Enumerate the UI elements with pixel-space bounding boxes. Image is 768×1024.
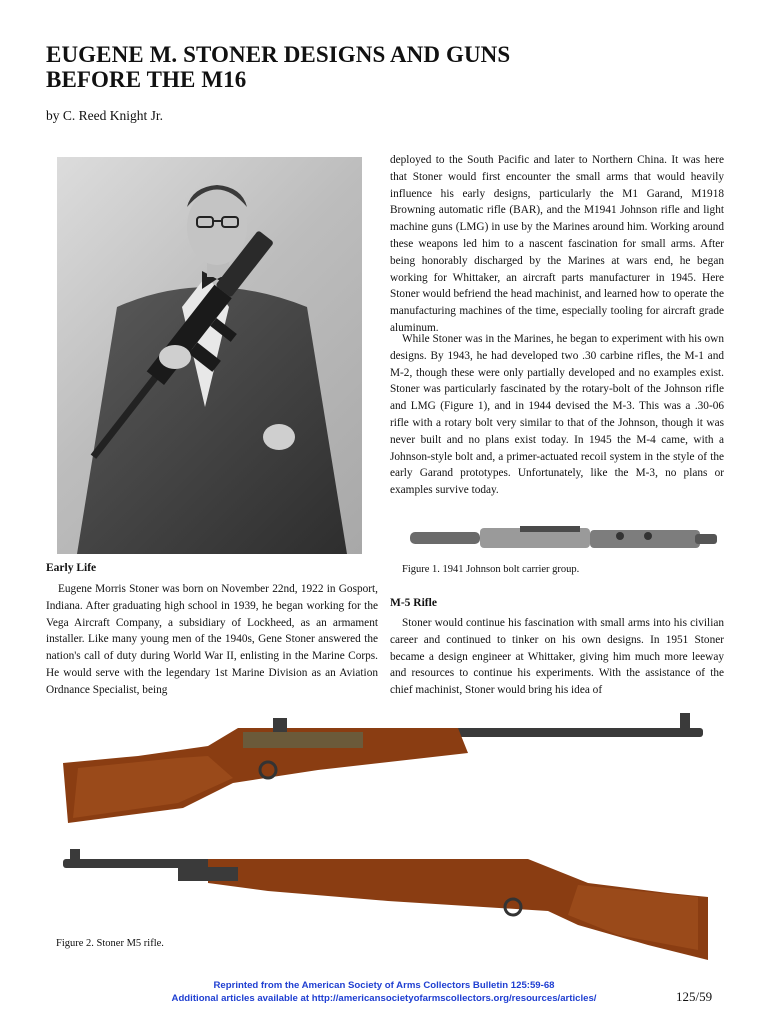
byline: by C. Reed Knight Jr. xyxy=(46,108,163,123)
paragraph-m5-rifle: Stoner would continue his fascination with small arms into his civilian career and continued to tinker on his own designs. In 1951 Stoner became a design engineer at Whittaker, giving him much more leeway and resources to continue his experiments. With the assistance of the chief machinist, Stoner would bring his idea of xyxy=(390,617,724,697)
page-number: 125/59 xyxy=(676,989,713,1004)
section-heading-early-life: Early Life xyxy=(46,562,97,574)
footer-articles-link[interactable]: Additional articles available at http://americansocietyofarmscollectors.org/resources/articles/ xyxy=(171,993,597,1004)
stoner-portrait-photo xyxy=(57,157,362,554)
footer-reprint-notice: Reprinted from the American Society of Arms Collectors Bulletin 125:59-68 xyxy=(213,980,555,991)
figure-1-caption: Figure 1. 1941 Johnson bolt carrier group. xyxy=(402,564,580,575)
section-heading-m5-rifle: M-5 Rifle xyxy=(390,597,437,609)
paragraph-right-2: While Stoner was in the Marines, he began to experiment with his own designs. By 1943, he had developed two .30 carbine rifles, the M-1 and M-2, though these were only partially developed and no examples exist. Stoner was particularly fascinated by the rotary-bolt of the Johnson rifle and LMG (Figure 1), and in 1944 devised the M-3. This was a .30-06 rifle with a rotary bolt very similar to that of the Johnson, though it was never built and no plans exist today. In 1945 the M-4 came, with a Johnson-style bolt and, a primer-actuated recoil system in the style of the early Garand prototypes. Unfortunately, like the M-3, no plans or examples survive today. xyxy=(390,333,724,497)
article-title-line-2: BEFORE THE M16 xyxy=(46,67,247,92)
m5-rifle-right-view-image xyxy=(58,708,708,828)
figure-2-caption: Figure 2. Stoner M5 rifle. xyxy=(56,938,164,949)
paragraph-right-1: deployed to the South Pacific and later to Northern China. It was here that Stoner would first encounter the small arms that would heavily influence his early designs, particularly the M1 Garand, M1918 Browning automatic rifle (BAR), and the M1941 Johnson rifle and light machine guns (LMG) in use by the Marines around him. Working around these weapons led him to a nascent fascination for small arms. After being honorably discharged by the Marines at wars end, he began working for Whittaker, an aircraft parts manufacturer in 1945. Here Stoner would befriend the head machinist, and learned how to operate the manufacturing machines of the time, especially tooling for aircraft grade aluminum. xyxy=(390,154,724,334)
article-title-line-1: EUGENE M. STONER DESIGNS AND GUNS xyxy=(46,42,511,67)
article-title xyxy=(46,42,726,92)
paragraph-early-life: Eugene Morris Stoner was born on November 22nd, 1922 in Gosport, Indiana. After graduating high school in 1939, he began working for the Vega Aircraft Company, a subsidiary of Lockheed, as an armament installer. Like many young men of the 1940s, Gene Stoner answered the nation's call of duty during World War II, enlisting in the Marine Corps. He would serve with the legendary 1st Marine Division as an Aviation Ordnance Specialist, being xyxy=(46,583,378,696)
johnson-bolt-carrier-image xyxy=(400,514,726,560)
